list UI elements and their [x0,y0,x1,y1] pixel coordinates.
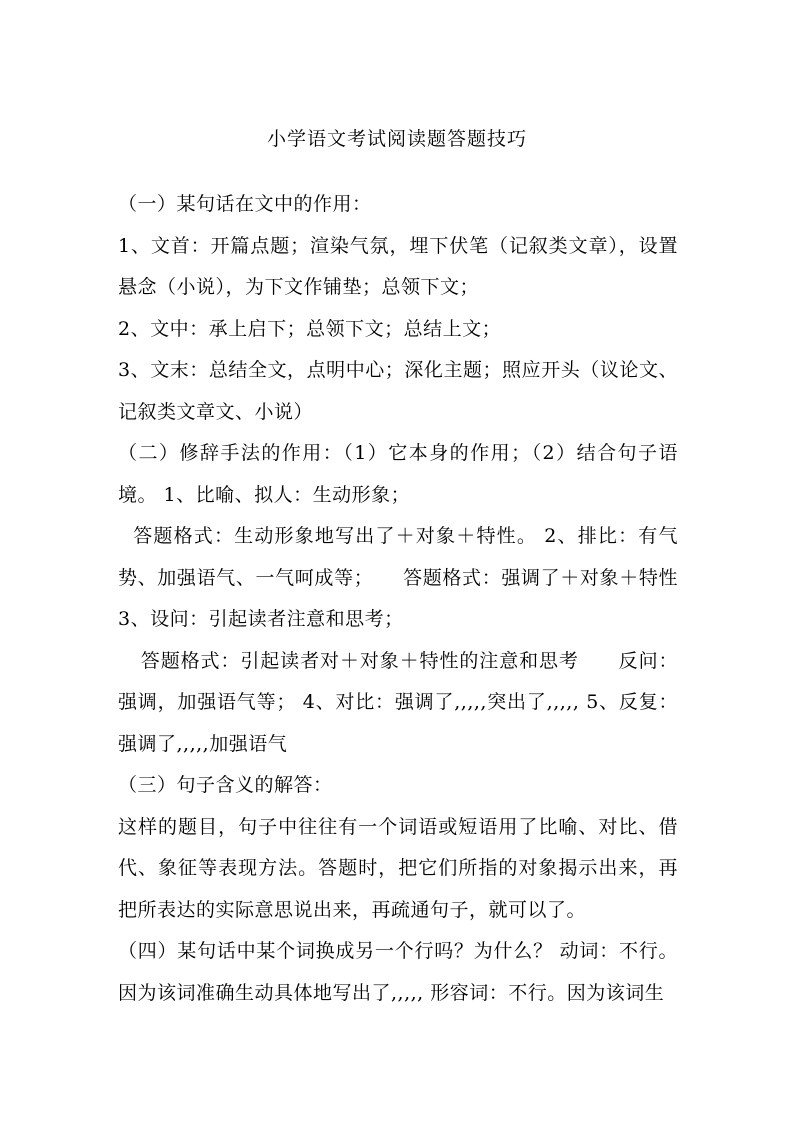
paragraph-answer-format-2: 答题格式：引起读者对＋对象＋特性的注意和思考 反问：强调，加强语气等； 4、对比：强调了,,,,,突出了,,,,, 5、反复：强调了,,,,,加强语气 [118,649,678,755]
paragraph-middle-role: 2、文中：承上启下；总领下文；总结上文； [118,317,502,340]
section-heading-1: （一）某句话在文中的作用： [118,193,372,215]
section-heading-2: （二）修辞手法的作用：（1）它本身的作用；（2）结合句子语境。 1、比喻、拟人：生动形象； [118,442,678,506]
page-title: 小学语文考试阅读题答题技巧 [266,128,527,150]
paragraph-sentence-meaning: 这样的题目，句子中往往有一个词语或短语用了比喻、对比、借代、象征等表现方法。答题时，把它们所指的对象揭示出来，再把所表达的实际意思说出来，再疏通句子，就可以了。 [118,815,678,921]
paragraph-ending-role: 3、文末：总结全文，点明中心；深化主题；照应开头（议论文、记叙类文章文、小说） [118,359,678,423]
document-body [118,184,678,1014]
paragraph-answer-format-1: 答题格式：生动形象地写出了＋对象＋特性。 2、排比：有气势、加强语气、一气呵成等； 答题格式：强调了＋对象＋特性 3、设问：引起读者注意和思考； [118,525,678,630]
section-heading-4: （四）某句话中某个词换成另一个行吗？为什么？ 动词：不行。因为该词准确生动具体地写出了,,,,, 形容词：不行。因为该词生 [118,940,678,1004]
section-heading-3: （三）句子含义的解答： [118,774,333,796]
paragraph-opening-role: 1、文首：开篇点题；渲染气氛，埋下伏笔（记叙类文章），设置悬念（小说），为下文作铺垫；总领下文； [118,234,678,298]
